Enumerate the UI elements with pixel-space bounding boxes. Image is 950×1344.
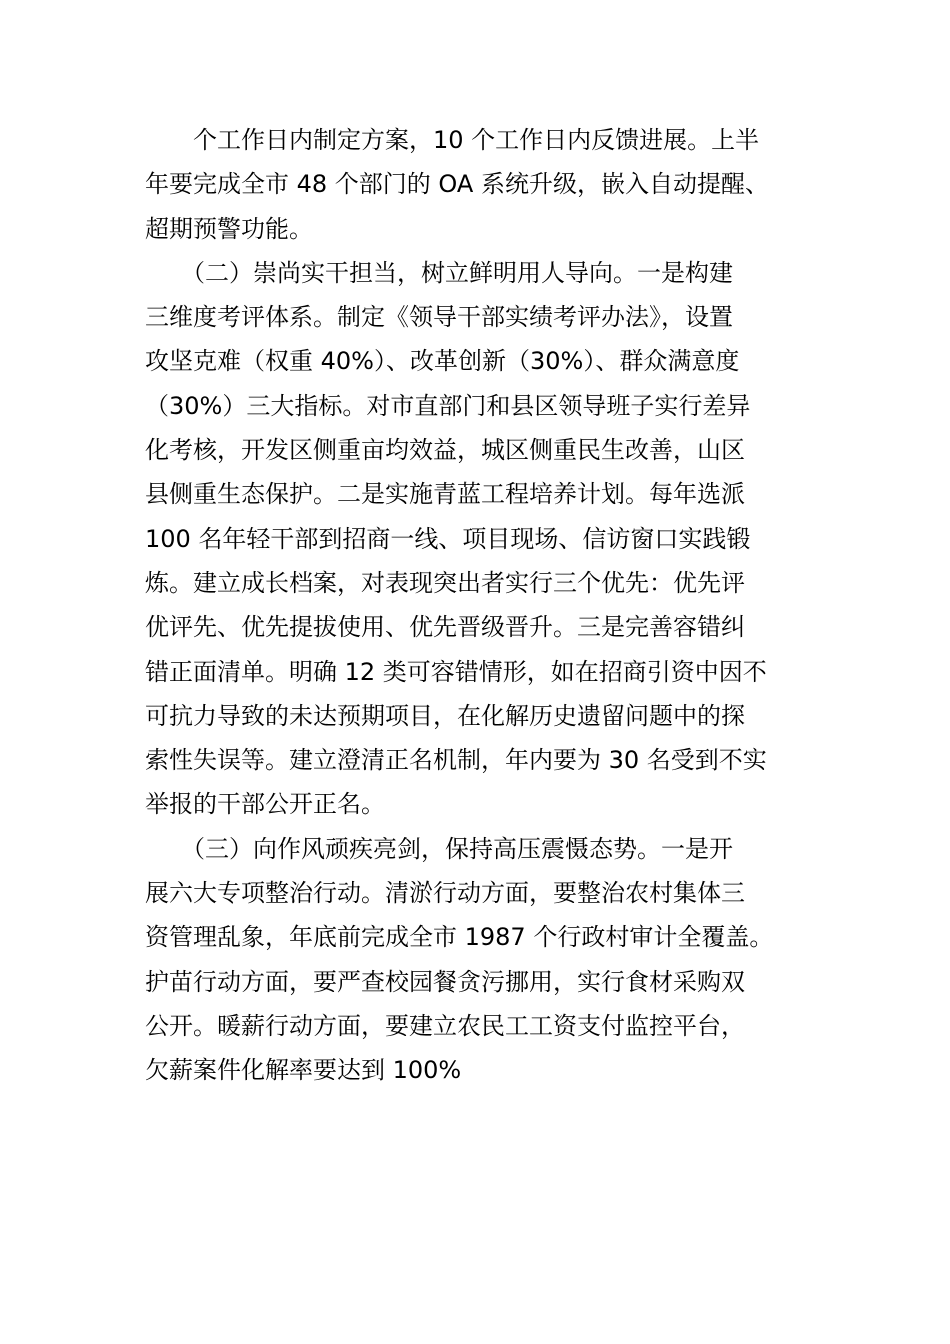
text-line: 公开。暖薪行动方面，要建立农民工工资支付监控平台， <box>145 1011 745 1040</box>
text-line: 优评先、优先提拔使用、优先晋级晋升。三是完善容错纠 <box>145 613 745 642</box>
text-line: 县侧重生态保护。二是实施青蓝工程培养计划。每年选派 <box>145 480 745 509</box>
text-line: 欠薪案件化解率要达到 100% <box>145 1056 462 1085</box>
text-line: 举报的干部公开正名。 <box>145 790 385 819</box>
text-line: 100 名年轻干部到招商一线、项目现场、信访窗口实践锻 <box>145 524 751 553</box>
text-line: （三）向作风顽疾亮剑，保持高压震慑态势。一是开 <box>145 834 733 863</box>
text-line: 年要完成全市 48 个部门的 OA 系统升级，嵌入自动提醒、 <box>145 170 769 199</box>
text-line: 护苗行动方面，要严查校园餐贪污挪用，实行食材采购双 <box>145 967 745 996</box>
text-line: 化考核，开发区侧重亩均效益，城区侧重民生改善，山区 <box>145 436 745 465</box>
text-line: 可抗力导致的未达预期项目，在化解历史遗留问题中的探 <box>145 701 745 730</box>
text-line: 索性失误等。建立澄清正名机制，年内要为 30 名受到不实 <box>145 746 767 775</box>
text-line: 攻坚克难（权重 40%）、改革创新（30%）、群众满意度 <box>145 347 740 376</box>
text-line: 错正面清单。明确 12 类可容错情形，如在招商引资中因不 <box>145 657 767 686</box>
document-body <box>145 118 810 1093</box>
text-line: （30%）三大指标。对市直部门和县区领导班子实行差异 <box>145 391 751 420</box>
text-line: 炼。建立成长档案，对表现突出者实行三个优先：优先评 <box>145 568 745 597</box>
text-line: 资管理乱象，年底前完成全市 1987 个行政村审计全覆盖。 <box>145 923 774 952</box>
text-line: 展六大专项整治行动。清淤行动方面，要整治农村集体三 <box>145 879 745 908</box>
text-line: 超期预警功能。 <box>145 214 313 243</box>
text-line: （二）崇尚实干担当，树立鲜明用人导向。一是构建 <box>145 258 733 287</box>
text-line: 三维度考评体系。制定《领导干部实绩考评办法》，设置 <box>145 303 733 332</box>
text-line: 个工作日内制定方案，10 个工作日内反馈进展。上半 <box>145 126 760 154</box>
